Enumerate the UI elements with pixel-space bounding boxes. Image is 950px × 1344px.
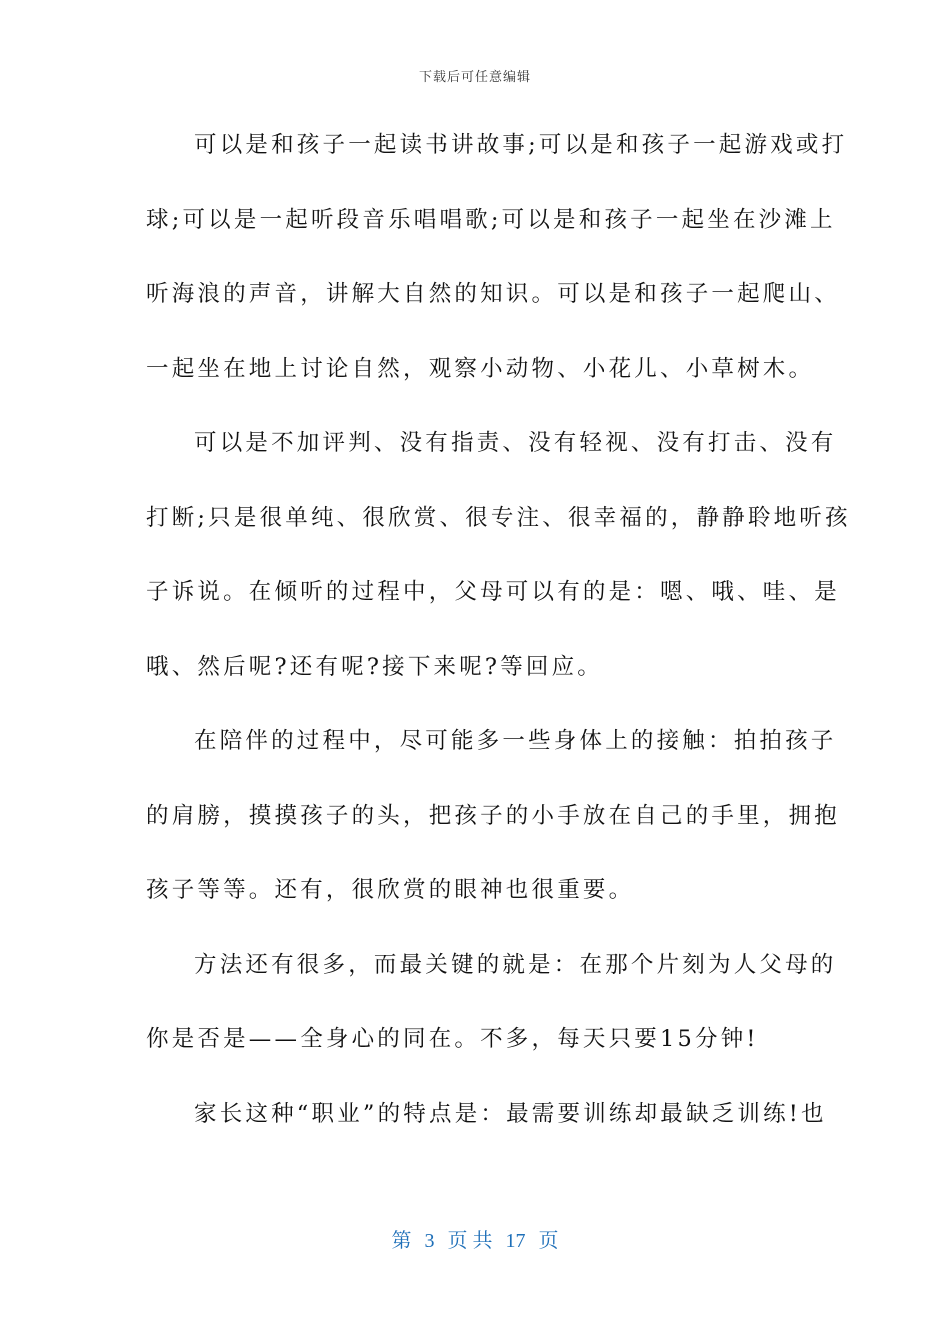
header-note: 下载后可任意编辑 — [418, 70, 531, 85]
page-label-mid: 页 共 — [447, 1230, 493, 1252]
paragraph-line: 子诉说。在倾听的过程中，父母可以有的是：嗯、哦、哇、是 — [146, 579, 840, 605]
paragraph-line: 方法还有很多，而最关键的就是：在那个片刻为人父母的 — [194, 951, 837, 978]
paragraph-line: 可以是和孩子一起读书讲故事;可以是和孩子一起游戏或打 — [194, 132, 848, 158]
page-label-suffix: 页 — [538, 1230, 559, 1252]
paragraph-line: 可以是不加评判、没有指责、没有轻视、没有打击、没有 — [194, 430, 837, 456]
page-number — [0, 1224, 950, 1253]
paragraph-line: 听海浪的声音，讲解大自然的知识。可以是和孩子一起爬山、 — [146, 281, 840, 307]
current-page-number: 3 — [424, 1230, 435, 1252]
paragraph-line: 的肩膀，摸摸孩子的头，把孩子的小手放在自己的手里，拥抱 — [146, 802, 840, 829]
document-body — [146, 112, 851, 1155]
paragraph-line: 哦、然后呢?还有呢?接下来呢?等回应。 — [146, 653, 603, 680]
paragraph-line: 你是否是——全身心的同在。不多，每天只要15分钟! — [146, 1026, 759, 1052]
total-pages-number: 17 — [505, 1230, 526, 1252]
paragraph-line: 打断;只是很单纯、很欣赏、很专注、很幸福的，静静聆地听孩 — [146, 504, 851, 531]
paragraph-line: 球;可以是一起听段音乐唱唱歌;可以是和孩子一起坐在沙滩上 — [146, 206, 836, 233]
page-label-prefix: 第 — [391, 1230, 412, 1252]
paragraph-line: 在陪伴的过程中，尽可能多一些身体上的接触：拍拍孩子 — [194, 728, 837, 754]
paragraph-line: 孩子等等。还有，很欣赏的眼神也很重要。 — [146, 877, 635, 903]
paragraph-line: 一起坐在地上讨论自然，观察小动物、小花儿、小草树木。 — [146, 355, 815, 382]
paragraph-line: 家长这种“职业”的特点是：最需要训练却最缺乏训练!也 — [194, 1100, 827, 1127]
